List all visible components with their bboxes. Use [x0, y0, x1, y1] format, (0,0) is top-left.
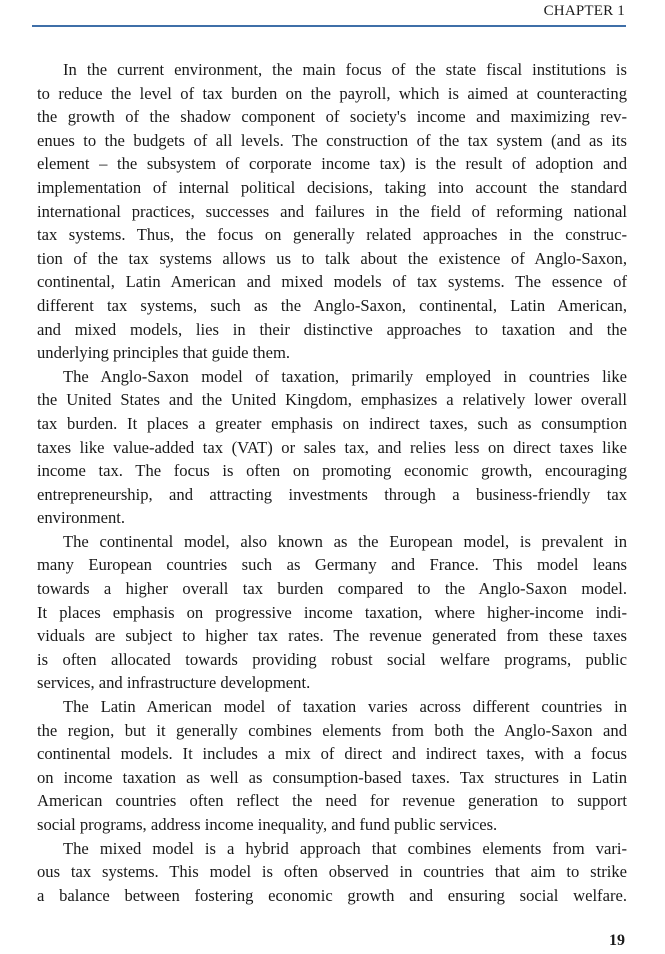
paragraph	[37, 695, 627, 837]
text-line: is often allocated towards providing robust social welfare programs, public	[37, 649, 627, 669]
page-number: 19	[609, 932, 625, 949]
text-line: continental models. It includes a mix of direct and indirect taxes, with a focus	[37, 744, 627, 764]
text-line: continental, Latin American and mixed models of tax systems. The essence of	[37, 272, 627, 292]
text-line: the United States and the United Kingdom, emphasizes a relatively lower overall	[37, 390, 627, 410]
text-line: tax systems. Thus, the focus on generally related approaches in the construc-	[37, 225, 627, 245]
text-line: taxes like value-added tax (VAT) or sales tax, and relies less on direct taxes like	[37, 437, 627, 457]
text-line: many European countries such as Germany and France. This model leans	[37, 555, 627, 575]
text-line: The Latin American model of taxation varies across different countries in	[63, 697, 627, 717]
paragraph	[37, 530, 627, 695]
text-line: towards a higher overall tax burden compared to the Anglo-Saxon model.	[37, 579, 627, 599]
running-header-chapter: CHAPTER 1	[543, 3, 625, 19]
text-line: different tax systems, such as the Anglo-Saxon, continental, Latin American,	[37, 295, 627, 315]
text-line: implementation of internal political decisions, taking into account the standard	[37, 177, 627, 197]
text-line: tax burden. It places a greater emphasis on indirect taxes, such as consumption	[37, 413, 627, 433]
paragraph	[37, 58, 627, 365]
text-line: and mixed models, lies in their distinctive approaches to taxation and the	[37, 319, 627, 339]
text-line: a balance between fostering economic growth and ensuring social welfare.	[37, 885, 627, 905]
text-line: ous tax systems. This model is often observed in countries that aim to strike	[37, 862, 627, 882]
text-line: It places emphasis on progressive income taxation, where higher-income indi-	[37, 602, 627, 622]
text-line: enues to the budgets of all levels. The construction of the tax system (and as its	[37, 130, 627, 150]
paragraph	[37, 365, 627, 530]
text-line: on income taxation as well as consumption-based taxes. Tax structures in Latin	[37, 767, 627, 787]
paragraph	[37, 837, 627, 908]
body-text	[37, 58, 627, 907]
text-line: The continental model, also known as the European model, is prevalent in	[63, 531, 627, 551]
text-line: the growth of the shadow component of society's income and maximizing rev-	[37, 107, 627, 127]
text-line: international practices, successes and failures in the field of reforming national	[37, 201, 627, 221]
text-line: element – the subsystem of corporate income tax) is the result of adoption and	[37, 154, 627, 174]
text-line: viduals are subject to higher tax rates. The revenue generated from these taxes	[37, 626, 627, 646]
text-line: to reduce the level of tax burden on the payroll, which is aimed at counteracting	[37, 83, 627, 103]
text-line: In the current environment, the main focus of the state fiscal institutions is	[63, 60, 627, 79]
text-line: The Anglo-Saxon model of taxation, primarily employed in countries like	[63, 366, 627, 386]
text-line: the region, but it generally combines elements from both the Anglo-Saxon and	[37, 720, 627, 740]
text-line: underlying principles that guide them.	[37, 343, 290, 363]
text-line: American countries often reflect the need for revenue generation to support	[37, 791, 627, 811]
text-line: tion of the tax systems allows us to talk about the existence of Anglo-Saxon,	[37, 248, 627, 268]
text-line: services, and infrastructure development.	[37, 673, 311, 693]
text-line: entrepreneurship, and attracting investments through a business-friendly tax	[37, 484, 627, 504]
text-line: The mixed model is a hybrid approach that combines elements from vari-	[63, 838, 627, 858]
text-line: social programs, address income inequality, and fund public services.	[37, 815, 498, 834]
text-line: environment.	[37, 508, 126, 528]
text-line: income tax. The focus is often on promoting economic growth, encouraging	[37, 461, 627, 481]
header-rule	[32, 25, 626, 27]
